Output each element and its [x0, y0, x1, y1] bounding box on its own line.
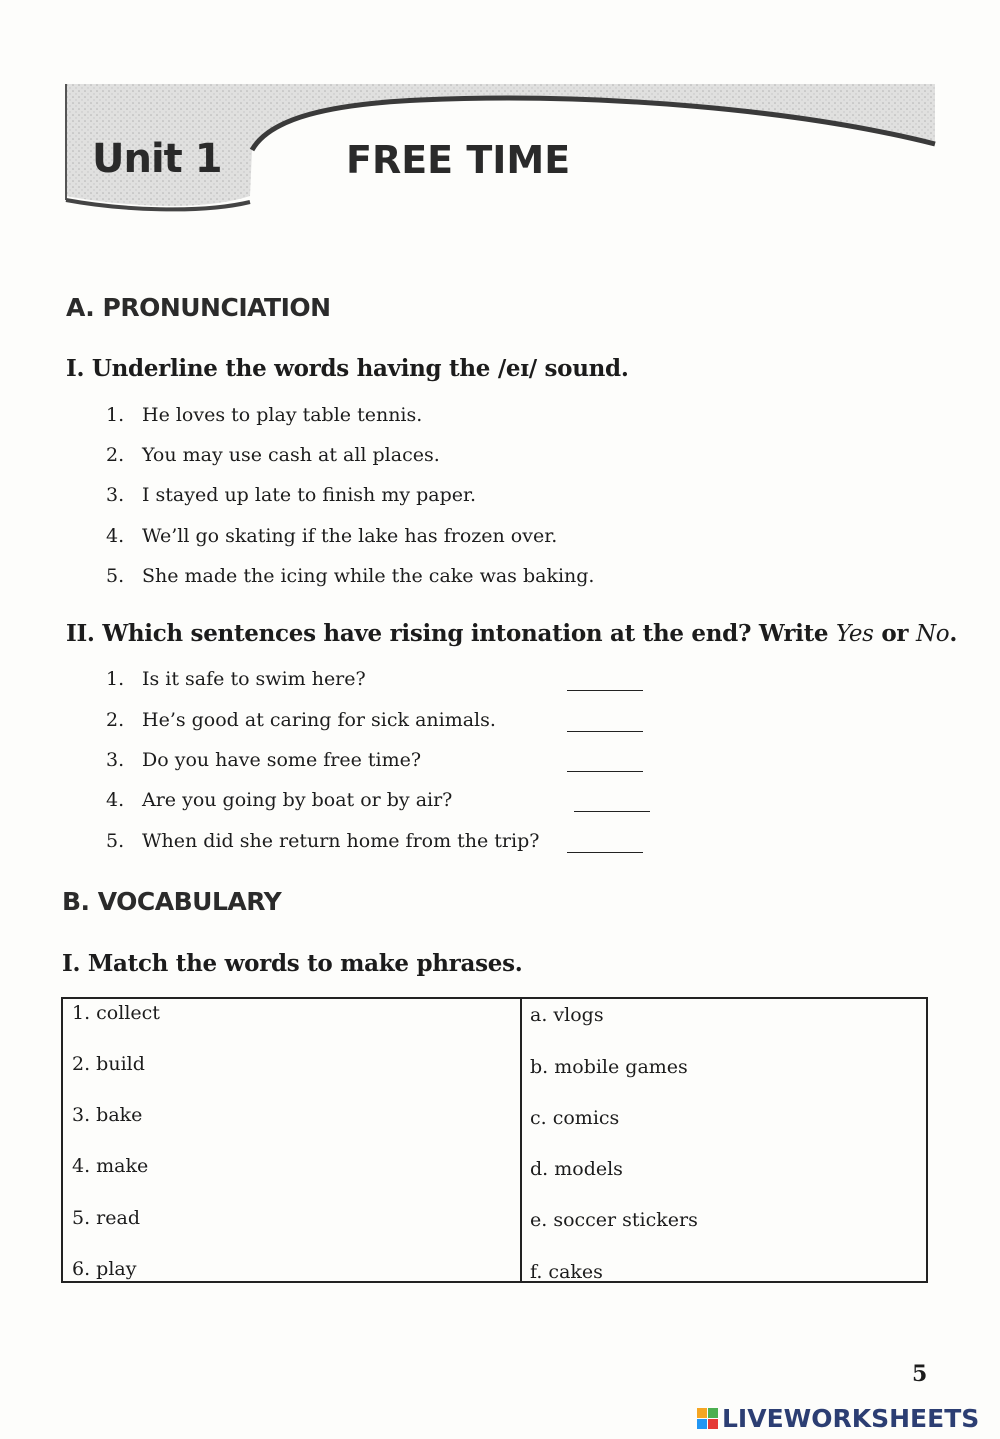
list-item[interactable]: 4. We’ll go skating if the lake has frozen over. — [106, 525, 558, 547]
match-right-item[interactable]: a. vlogs — [530, 1004, 604, 1026]
list-item: 4. Are you going by boat or by air? — [106, 789, 453, 811]
exercise-b1-instruction: I. Match the words to make phrases. — [62, 950, 523, 977]
exercise-a2-instruction: II. Which sentences have rising intonation at the end? Write Yes or No. — [66, 620, 958, 647]
match-right-item[interactable]: e. soccer stickers — [530, 1209, 698, 1231]
liveworksheets-wordmark: LIVEWORKSHEETS — [722, 1404, 980, 1433]
unit-banner — [0, 0, 1000, 240]
match-right-item[interactable]: d. models — [530, 1158, 623, 1180]
match-right-item[interactable]: f. cakes — [530, 1261, 603, 1283]
answer-blank-1[interactable] — [567, 690, 643, 691]
section-a-heading: A. PRONUNCIATION — [66, 293, 331, 322]
list-item: 5. When did she return home from the trip? — [106, 830, 540, 852]
list-item: 2. He’s good at caring for sick animals. — [106, 709, 496, 731]
list-item[interactable]: 1. He loves to play table tennis. — [106, 404, 423, 426]
match-table — [61, 997, 928, 1283]
answer-blank-4[interactable] — [574, 811, 650, 812]
match-left-item[interactable]: 4. make — [72, 1155, 149, 1177]
unit-label: Unit 1 — [92, 136, 222, 182]
match-left-item[interactable]: 1. collect — [72, 1002, 160, 1024]
liveworksheets-icon — [697, 1408, 719, 1430]
match-left-item[interactable]: 2. build — [72, 1053, 145, 1075]
list-item: 1. Is it safe to swim here? — [106, 668, 366, 690]
section-b-heading: B. VOCABULARY — [62, 887, 282, 916]
match-left-item[interactable]: 5. read — [72, 1207, 140, 1229]
liveworksheets-logo — [697, 1404, 979, 1433]
match-left-item[interactable]: 6. play — [72, 1258, 137, 1280]
exercise-a1-instruction: I. Underline the words having the /eɪ/ sound. — [66, 355, 629, 382]
list-item: 3. Do you have some free time? — [106, 749, 422, 771]
list-item[interactable]: 5. She made the icing while the cake was baking. — [106, 565, 595, 587]
match-left-item[interactable]: 3. bake — [72, 1104, 143, 1126]
answer-blank-2[interactable] — [567, 731, 643, 732]
list-item[interactable]: 2. You may use cash at all places. — [106, 444, 440, 466]
answer-blank-5[interactable] — [567, 852, 643, 853]
match-right-item[interactable]: b. mobile games — [530, 1056, 688, 1078]
table-divider — [520, 999, 522, 1281]
list-item[interactable]: 3. I stayed up late to finish my paper. — [106, 484, 477, 506]
answer-blank-3[interactable] — [567, 771, 643, 772]
unit-title: FREE TIME — [346, 138, 571, 182]
page-number: 5 — [912, 1361, 928, 1387]
match-right-item[interactable]: c. comics — [530, 1107, 620, 1129]
